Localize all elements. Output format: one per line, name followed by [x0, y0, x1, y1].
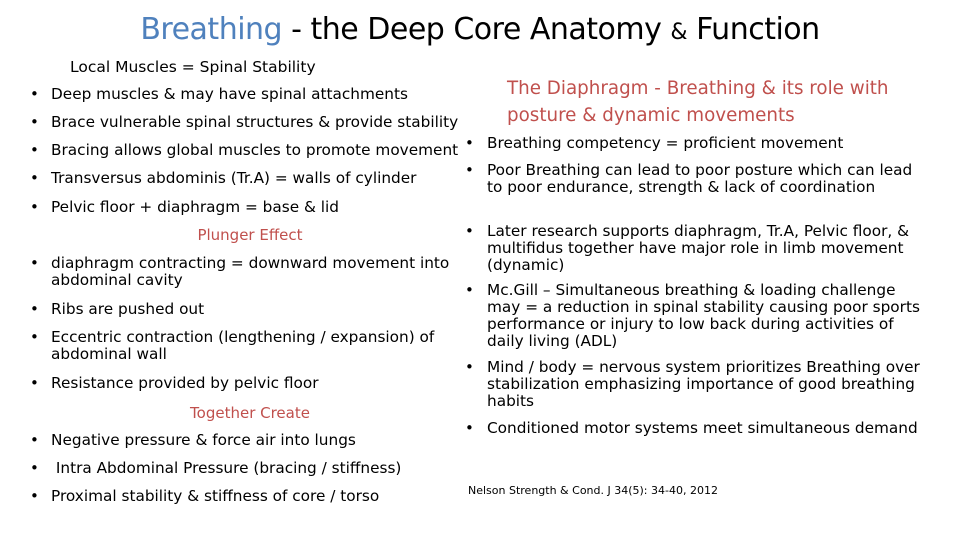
list-item: • diaphragm contracting = downward movement into abdominal cavity	[30, 255, 451, 289]
together-create-subheading: Together Create	[190, 404, 310, 422]
list-item: • Brace vulnerable spinal structures & provide stability	[30, 114, 458, 131]
list-item: • Intra Abdominal Pressure (bracing / stiffness)	[30, 460, 401, 477]
list-item: • Mc.Gill – Simultaneous breathing & loading challenge may = a reduction in spinal stability causing poor sports performance or injury to low back during activities of daily living (ADL)	[463, 282, 923, 350]
list-item: • Transversus abdominis (Tr.A) = walls of cylinder	[30, 170, 416, 187]
diaphragm-heading: The Diaphragm - Breathing & its role with posture & dynamic movements	[507, 78, 889, 126]
title-ampersand: &	[670, 20, 688, 45]
slide-title	[0, 12, 960, 47]
list-item: • Ribs are pushed out	[30, 301, 204, 318]
title-highlight: Breathing	[140, 12, 283, 47]
list-item: • Proximal stability & stiffness of core / torso	[30, 488, 379, 505]
title-text-a: - the Deep Core Anatomy	[282, 12, 671, 47]
list-item: • Negative pressure & force air into lungs	[30, 432, 356, 449]
list-item: • Poor Breathing can lead to poor posture which can lead to poor endurance, strength & lack of coordination	[463, 162, 923, 196]
list-item: • Later research supports diaphragm, Tr.A, Pelvic floor, & multifidus together have major role in limb movement (dynamic)	[463, 223, 923, 274]
list-item: • Resistance provided by pelvic floor	[30, 375, 319, 392]
title-text-b: Function	[687, 12, 820, 47]
list-item: • Deep muscles & may have spinal attachments	[30, 86, 408, 103]
list-item: • Conditioned motor systems meet simultaneous demand	[463, 420, 923, 437]
list-item: • Eccentric contraction (lengthening / expansion) of abdominal wall	[30, 329, 451, 363]
list-item: • Pelvic floor + diaphragm = base & lid	[30, 199, 339, 216]
list-item: • Bracing allows global muscles to promote movement	[30, 142, 458, 159]
citation: Nelson Strength & Cond. J 34(5): 34-40, 2012	[468, 484, 718, 497]
local-muscles-heading: Local Muscles = Spinal Stability	[70, 58, 316, 76]
list-item: • Mind / body = nervous system prioritizes Breathing over stabilization emphasizing importance of good breathing habits	[463, 359, 923, 410]
plunger-effect-subheading: Plunger Effect	[197, 226, 303, 244]
list-item: • Breathing competency = proficient movement	[463, 135, 923, 152]
